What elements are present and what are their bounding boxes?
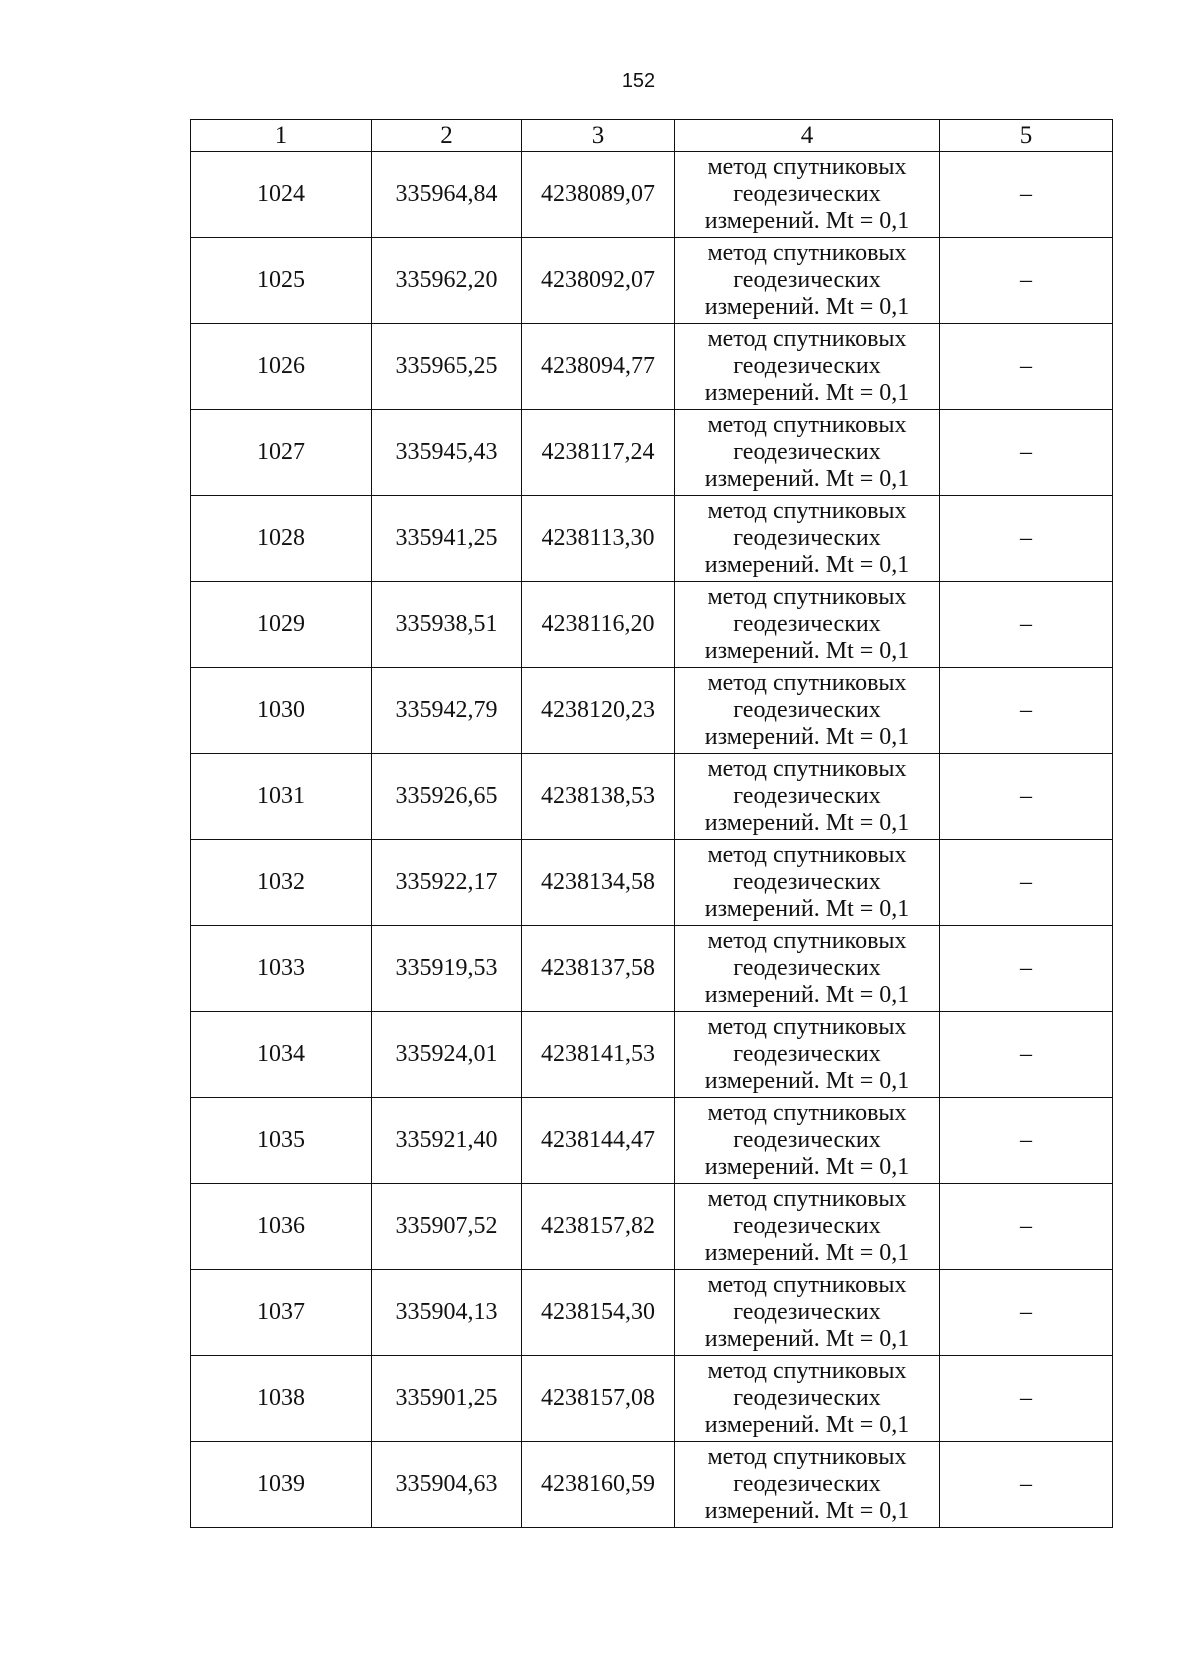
note-cell: – bbox=[940, 754, 1113, 840]
point-number-cell: 1039 bbox=[191, 1442, 372, 1528]
method-text-line: метод спутниковых bbox=[707, 1100, 907, 1126]
y-coordinate-cell: 4238092,07 bbox=[522, 238, 675, 324]
method-text-line: измерений. Mt = 0,1 bbox=[704, 466, 910, 492]
x-coordinate-cell: 335965,25 bbox=[372, 324, 522, 410]
method-text-line: метод спутниковых bbox=[707, 842, 907, 868]
method-text-line: измерений. Mt = 0,1 bbox=[704, 1412, 910, 1438]
note-cell: – bbox=[940, 410, 1113, 496]
x-coordinate-cell: 335904,13 bbox=[372, 1270, 522, 1356]
method-cell bbox=[675, 1270, 940, 1356]
x-coordinate-cell: 335904,63 bbox=[372, 1442, 522, 1528]
method-text-line: метод спутниковых bbox=[707, 1186, 907, 1212]
x-coordinate-cell: 335942,79 bbox=[372, 668, 522, 754]
method-text-line: измерений. Mt = 0,1 bbox=[704, 294, 910, 320]
method-text-line: измерений. Mt = 0,1 bbox=[704, 380, 910, 406]
table-row bbox=[191, 1442, 1113, 1528]
method-text-line: измерений. Mt = 0,1 bbox=[704, 552, 910, 578]
point-number-cell: 1027 bbox=[191, 410, 372, 496]
x-coordinate-cell: 335938,51 bbox=[372, 582, 522, 668]
note-cell: – bbox=[940, 1356, 1113, 1442]
note-cell: – bbox=[940, 1442, 1113, 1528]
table-body bbox=[191, 152, 1113, 1528]
column-header-5: 5 bbox=[940, 120, 1113, 152]
table-row bbox=[191, 1356, 1113, 1442]
point-number-cell: 1033 bbox=[191, 926, 372, 1012]
page-number: 152 bbox=[621, 70, 656, 92]
method-cell bbox=[675, 1442, 940, 1528]
table-row bbox=[191, 496, 1113, 582]
method-cell bbox=[675, 1098, 940, 1184]
method-text-line: метод спутниковых bbox=[707, 670, 907, 696]
y-coordinate-cell: 4238117,24 bbox=[522, 410, 675, 496]
y-coordinate-cell: 4238144,47 bbox=[522, 1098, 675, 1184]
method-text-line: измерений. Mt = 0,1 bbox=[704, 896, 910, 922]
method-text-line: метод спутниковых bbox=[707, 1014, 907, 1040]
x-coordinate-cell: 335921,40 bbox=[372, 1098, 522, 1184]
column-header-4: 4 bbox=[675, 120, 940, 152]
x-coordinate-cell: 335962,20 bbox=[372, 238, 522, 324]
point-number-cell: 1031 bbox=[191, 754, 372, 840]
column-header-2: 2 bbox=[372, 120, 522, 152]
y-coordinate-cell: 4238089,07 bbox=[522, 152, 675, 238]
method-text-line: геодезических bbox=[733, 783, 881, 809]
note-cell: – bbox=[940, 1098, 1113, 1184]
point-number-cell: 1025 bbox=[191, 238, 372, 324]
method-text-line: метод спутниковых bbox=[707, 498, 907, 524]
method-cell bbox=[675, 410, 940, 496]
method-text-line: геодезических bbox=[733, 353, 881, 379]
y-coordinate-cell: 4238134,58 bbox=[522, 840, 675, 926]
y-coordinate-cell: 4238157,08 bbox=[522, 1356, 675, 1442]
method-cell bbox=[675, 754, 940, 840]
table-row bbox=[191, 1012, 1113, 1098]
note-cell: – bbox=[940, 582, 1113, 668]
note-cell: – bbox=[940, 1184, 1113, 1270]
table-row bbox=[191, 840, 1113, 926]
method-text-line: геодезических bbox=[733, 439, 881, 465]
method-text-line: измерений. Mt = 0,1 bbox=[704, 1326, 910, 1352]
table-row bbox=[191, 324, 1113, 410]
method-cell bbox=[675, 152, 940, 238]
table-row bbox=[191, 410, 1113, 496]
point-number-cell: 1028 bbox=[191, 496, 372, 582]
y-coordinate-cell: 4238154,30 bbox=[522, 1270, 675, 1356]
method-text-line: измерений. Mt = 0,1 bbox=[704, 982, 910, 1008]
method-text-line: измерений. Mt = 0,1 bbox=[704, 1154, 910, 1180]
method-text-line: метод спутниковых bbox=[707, 412, 907, 438]
note-cell: – bbox=[940, 238, 1113, 324]
y-coordinate-cell: 4238094,77 bbox=[522, 324, 675, 410]
table-row bbox=[191, 926, 1113, 1012]
note-cell: – bbox=[940, 324, 1113, 410]
method-cell bbox=[675, 1012, 940, 1098]
method-text-line: измерений. Mt = 0,1 bbox=[704, 1068, 910, 1094]
x-coordinate-cell: 335919,53 bbox=[372, 926, 522, 1012]
y-coordinate-cell: 4238113,30 bbox=[522, 496, 675, 582]
method-cell bbox=[675, 1184, 940, 1270]
method-cell bbox=[675, 324, 940, 410]
method-text-line: геодезических bbox=[733, 267, 881, 293]
table-row bbox=[191, 152, 1113, 238]
method-text-line: геодезических bbox=[733, 1385, 881, 1411]
method-text-line: геодезических bbox=[733, 1213, 881, 1239]
table-row bbox=[191, 582, 1113, 668]
method-text-line: метод спутниковых bbox=[707, 326, 907, 352]
method-cell bbox=[675, 582, 940, 668]
method-text-line: геодезических bbox=[733, 697, 881, 723]
note-cell: – bbox=[940, 926, 1113, 1012]
method-text-line: метод спутниковых bbox=[707, 756, 907, 782]
table-row bbox=[191, 1098, 1113, 1184]
method-text-line: метод спутниковых bbox=[707, 584, 907, 610]
method-text-line: измерений. Mt = 0,1 bbox=[704, 1498, 910, 1524]
point-number-cell: 1026 bbox=[191, 324, 372, 410]
point-number-cell: 1030 bbox=[191, 668, 372, 754]
table-row bbox=[191, 1270, 1113, 1356]
note-cell: – bbox=[940, 840, 1113, 926]
method-text-line: измерений. Mt = 0,1 bbox=[704, 208, 910, 234]
method-text-line: геодезических bbox=[733, 1299, 881, 1325]
point-number-cell: 1037 bbox=[191, 1270, 372, 1356]
y-coordinate-cell: 4238160,59 bbox=[522, 1442, 675, 1528]
point-number-cell: 1035 bbox=[191, 1098, 372, 1184]
note-cell: – bbox=[940, 668, 1113, 754]
point-number-cell: 1029 bbox=[191, 582, 372, 668]
method-text-line: измерений. Mt = 0,1 bbox=[704, 1240, 910, 1266]
table-row bbox=[191, 1184, 1113, 1270]
x-coordinate-cell: 335964,84 bbox=[372, 152, 522, 238]
x-coordinate-cell: 335945,43 bbox=[372, 410, 522, 496]
note-cell: – bbox=[940, 152, 1113, 238]
y-coordinate-cell: 4238138,53 bbox=[522, 754, 675, 840]
method-cell bbox=[675, 1356, 940, 1442]
point-number-cell: 1038 bbox=[191, 1356, 372, 1442]
method-cell bbox=[675, 238, 940, 324]
method-text-line: метод спутниковых bbox=[707, 240, 907, 266]
point-number-cell: 1034 bbox=[191, 1012, 372, 1098]
method-text-line: метод спутниковых bbox=[707, 1272, 907, 1298]
method-text-line: метод спутниковых bbox=[707, 1444, 907, 1470]
method-text-line: геодезических bbox=[733, 181, 881, 207]
method-text-line: геодезических bbox=[733, 525, 881, 551]
method-text-line: геодезических bbox=[733, 1127, 881, 1153]
method-text-line: геодезических bbox=[733, 869, 881, 895]
method-text-line: метод спутниковых bbox=[707, 1358, 907, 1384]
x-coordinate-cell: 335922,17 bbox=[372, 840, 522, 926]
y-coordinate-cell: 4238141,53 bbox=[522, 1012, 675, 1098]
method-text-line: метод спутниковых bbox=[707, 928, 907, 954]
note-cell: – bbox=[940, 496, 1113, 582]
y-coordinate-cell: 4238157,82 bbox=[522, 1184, 675, 1270]
coordinates-table bbox=[190, 119, 1113, 1528]
note-cell: – bbox=[940, 1012, 1113, 1098]
y-coordinate-cell: 4238137,58 bbox=[522, 926, 675, 1012]
method-text-line: геодезических bbox=[733, 1041, 881, 1067]
method-text-line: геодезических bbox=[733, 955, 881, 981]
y-coordinate-cell: 4238116,20 bbox=[522, 582, 675, 668]
method-text-line: измерений. Mt = 0,1 bbox=[704, 724, 910, 750]
method-cell bbox=[675, 668, 940, 754]
point-number-cell: 1024 bbox=[191, 152, 372, 238]
method-text-line: геодезических bbox=[733, 1471, 881, 1497]
point-number-cell: 1036 bbox=[191, 1184, 372, 1270]
y-coordinate-cell: 4238120,23 bbox=[522, 668, 675, 754]
table-header-row bbox=[191, 120, 1113, 152]
method-cell bbox=[675, 840, 940, 926]
column-header-3: 3 bbox=[522, 120, 675, 152]
x-coordinate-cell: 335901,25 bbox=[372, 1356, 522, 1442]
method-text-line: измерений. Mt = 0,1 bbox=[704, 638, 910, 664]
note-cell: – bbox=[940, 1270, 1113, 1356]
x-coordinate-cell: 335924,01 bbox=[372, 1012, 522, 1098]
column-header-1: 1 bbox=[191, 120, 372, 152]
point-number-cell: 1032 bbox=[191, 840, 372, 926]
method-cell bbox=[675, 496, 940, 582]
table-row bbox=[191, 754, 1113, 840]
method-text-line: измерений. Mt = 0,1 bbox=[704, 810, 910, 836]
table-row bbox=[191, 238, 1113, 324]
x-coordinate-cell: 335941,25 bbox=[372, 496, 522, 582]
table-row bbox=[191, 668, 1113, 754]
method-text-line: геодезических bbox=[733, 611, 881, 637]
method-cell bbox=[675, 926, 940, 1012]
x-coordinate-cell: 335926,65 bbox=[372, 754, 522, 840]
x-coordinate-cell: 335907,52 bbox=[372, 1184, 522, 1270]
method-text-line: метод спутниковых bbox=[707, 154, 907, 180]
